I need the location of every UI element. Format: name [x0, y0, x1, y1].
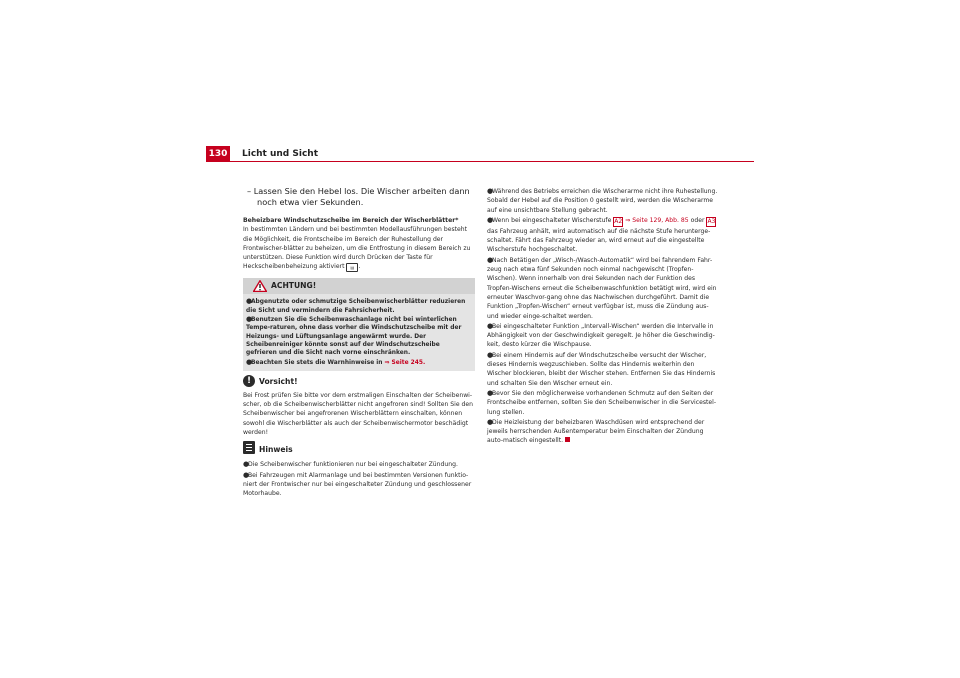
end-mark-icon: [565, 437, 570, 442]
section-title: Licht und Sicht: [242, 149, 318, 159]
vorsicht-icon: !: [243, 375, 255, 387]
subheading: Beheizbare Windschutzscheibe im Bereich der Wischerblätter*: [243, 217, 459, 224]
page-header: [206, 146, 754, 162]
left-column: [243, 186, 475, 499]
hinweis-label: Hinweis: [259, 445, 293, 455]
hinweis-header: [243, 445, 475, 459]
hinweis-item: ●Bei Fahrzeugen mit Alarmanlage und bei bestimmten Versionen funktio-niert der Frontwischer nur bei eingeschalteter Zündung und geschlossener Motorhaube.: [243, 470, 472, 498]
callout-a2-icon: A2: [614, 217, 623, 225]
list-item: ●Bei eingeschalteter Funktion „Intervall-Wischen“ werden die Intervalle in Abhängigkeit von der Geschwindigkeit geregelt. Je höher die Geschwindig-keit, desto kürzer die Wischpause.: [487, 321, 715, 349]
callout-a3-icon: A3: [707, 217, 716, 225]
warning-item: ●Beachten Sie stets die Warnhinweise in ⇒ Seite 245.: [246, 357, 426, 366]
header-rule: [230, 161, 754, 162]
list-item: ●Die Heizleistung der beheizbaren Waschdüsen wird entsprechend der jeweils herrschenden Außentemperatur beim Einschalten der Zündung auto-matisch eingestellt.: [487, 417, 705, 445]
warning-item: ●Abgenutzte oder schmutzige Scheibenwischerblätter reduzieren die Sicht und vermindern die Fahrsicherheit.: [246, 297, 466, 314]
vorsicht-label: Vorsicht!: [259, 376, 298, 386]
warning-item: ●Benutzen Sie die Scheibenwaschanlage nicht bei winterlichen Tempe-raturen, ohne dass vorher die Windschutzscheibe mit der Heizungs- und Lüftungsanlage angewärmt wurde. Der Scheibenreiniger könnte sonst auf der Windschutzscheibe gefrieren und die Sicht nach vorne einschränken.: [246, 315, 462, 357]
hinweis-icon: [243, 441, 255, 454]
figure-link[interactable]: ⇒ Seite 129, Abb. 85: [625, 216, 689, 224]
warning-triangle-icon: [253, 280, 267, 292]
warning-page-link[interactable]: ⇒ Seite 245.: [384, 359, 426, 366]
warning-label: ACHTUNG!: [271, 281, 317, 291]
page-number: 130: [206, 146, 230, 162]
list-item: ●Nach Betätigen der „Wisch-/Wasch-Automatik“ wird bei fahrendem Fahr-zeug nach etwa fünf Sekunden noch einmal nachgewischt (Tropfen-Wischen). Wenn innerhalb von drei Sekunden nach der Funktion des Tropfen-Wischens erneut die Scheibenwaschfunktion betätigt wird, wird ein erneuter Waschvor-gang ohne das Nachwischen durchgeführt. Damit die Funktion „Tropfen-Wischen“ erneut verfügbar ist, muss die Zündung aus- und wieder einge-schaltet werden.: [487, 255, 717, 320]
dash-item: – Lassen Sie den Hebel los. Die Wischer arbeiten dann noch etwa vier Sekunden.: [247, 186, 470, 207]
warning-box: [243, 278, 475, 370]
list-item: ●Bei einem Hindernis auf der Windschutzscheibe versucht der Wischer, dieses Hindernis wegzuschieben. Sollte das Hindernis weiterhin den Wischer blockieren, bleibt der Wischer stehen. Entfernen Sie das Hindernis und schalten Sie den Wischer erneut ein.: [487, 350, 716, 387]
list-item: ●Wenn bei eingeschalteter Wischerstufe A2 ⇒ Seite 129, Abb. 85 oder A3 das Fahrzeug anhält, wird automatisch auf die nächste Stufe herunterge-schaltet. Fährt das Fahrzeug wieder an, wird erneut auf die eingestellte Wischerstufe hochgeschaltet.: [487, 215, 716, 254]
vorsicht-header: [243, 377, 475, 391]
rear-window-heating-icon: ▤: [346, 263, 358, 272]
intro-paragraph: In bestimmten Ländern und bei bestimmten Modellausführungen besteht die Möglichkeit, die Frontscheibe im Bereich der Ruhestellung der Frontwischer-blätter zu beheizen, um die Entfrostung in diesem Bereich zu unterstützen. Diese Funktion wird durch Drücken der Taste für Heckscheibenbeheizung aktiviert ▤ .: [243, 226, 471, 271]
warning-header: [243, 278, 475, 294]
vorsicht-text: Bei Frost prüfen Sie bitte vor dem erstmaligen Einschalten der Scheibenwi-scher, ob die Scheibenwischerblätter nicht angefroren sind! Sollten Sie den Scheibenwischer bei angefrorenen Wischerblättern einschalten, können sowohl die Wischerblätter als auch der Scheibenwischermotor beschädigt werden!: [243, 391, 473, 437]
hinweis-item: ●Die Scheibenwischer funktionieren nur bei eingeschalteter Zündung.: [243, 460, 458, 469]
list-item: ●Bevor Sie den möglicherweise vorhandenen Schmutz auf den Seiten der Frontscheibe entfernen, sollten Sie den Scheibenwischer in die Servicestel-lung stellen.: [487, 388, 717, 416]
list-item: ●Während des Betriebs erreichen die Wischerarme nicht ihre Ruhestellung. Sobald der Hebel auf die Position 0 gestellt wird, werden die Wischerarme auf eine unsichtbare Stellung gebracht.: [487, 187, 718, 214]
right-column: [487, 186, 719, 446]
